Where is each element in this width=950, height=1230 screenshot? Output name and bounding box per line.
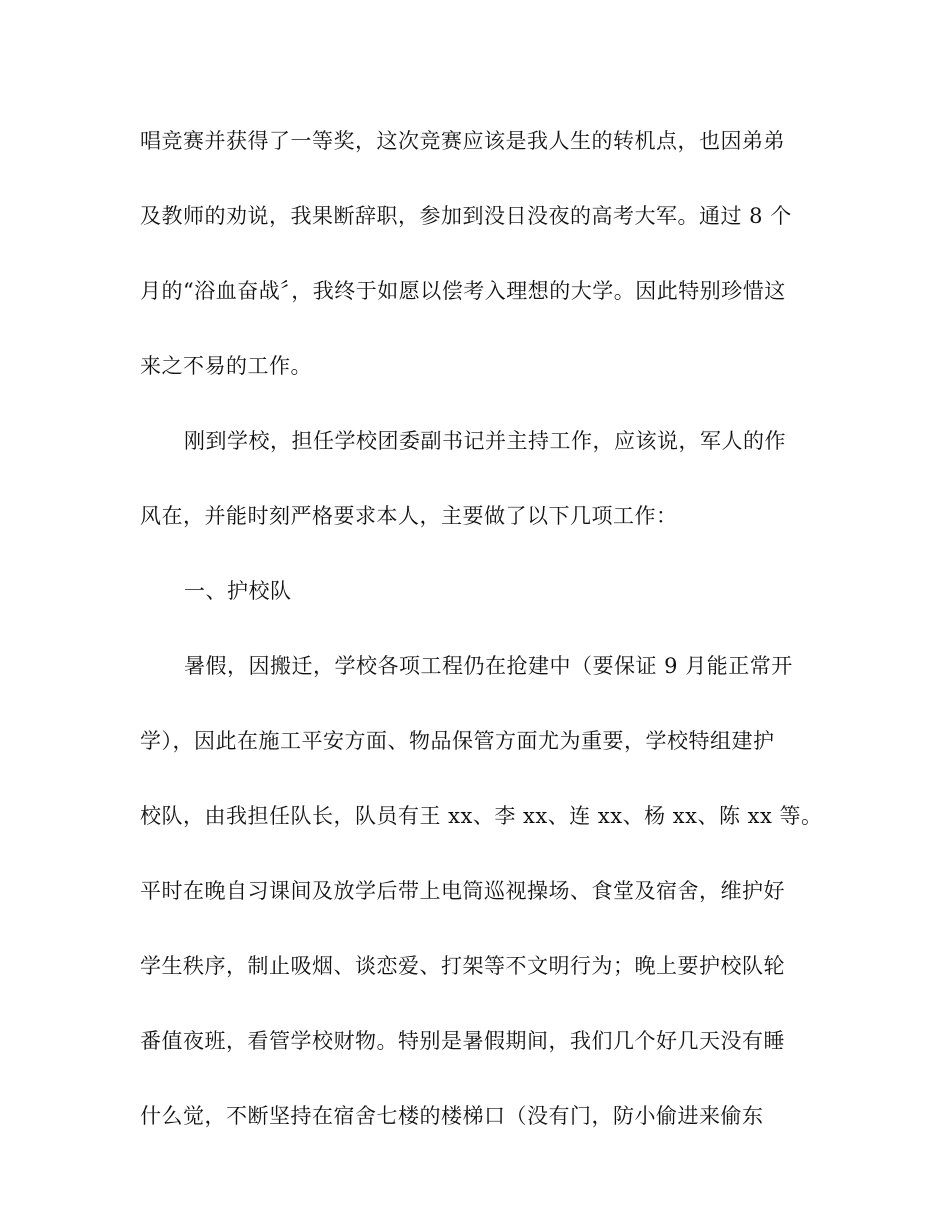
paragraph-line: 刚到学校，担任学校团委副书记并主持工作，应该说，军人的作	[184, 429, 786, 453]
paragraph-line: 番值夜班，看管学校财物。特别是暑假期间，我们几个好几天没有睡	[140, 1029, 785, 1053]
paragraph-line: 风在，并能时刻严格要求本人，主要做了以下几项工作：	[140, 504, 678, 528]
paragraph-line: 平时在晚自习课间及放学后带上电筒巡视操场、食堂及宿舍，维护好	[140, 879, 785, 903]
paragraph-line: 来之不易的工作。	[140, 354, 312, 378]
paragraph-line: 校队，由我担任队长，队员有王 xx、李 xx、连 xx、杨 xx、陈 xx 等。	[140, 804, 823, 828]
paragraph-line: 学），因此在施工平安方面、物品保管方面尤为重要，学校特组建护	[140, 729, 775, 753]
section-heading: 一、护校队	[184, 579, 292, 603]
paragraph-line: 什么觉，不断坚持在宿舍七楼的楼梯口（没有门，防小偷进来偷东	[140, 1104, 764, 1128]
paragraph-line: 唱竞赛并获得了一等奖，这次竞赛应该是我人生的转机点，也因弟弟	[140, 129, 785, 153]
paragraph-line: 月的“浴血奋战〞，我终于如愿以偿考入理想的大学。因此特别珍惜这	[140, 279, 786, 303]
paragraph-line: 学生秩序，制止吸烟、谈恋爱、打架等不文明行为；晚上要护校队轮	[140, 954, 785, 978]
paragraph-line: 及教师的劝说，我果断辞职，参加到没日没夜的高考大军。通过 8 个	[140, 204, 792, 228]
paragraph-line: 暑假，因搬迁，学校各项工程仍在抢建中（要保证 9 月能正常开	[184, 654, 793, 678]
